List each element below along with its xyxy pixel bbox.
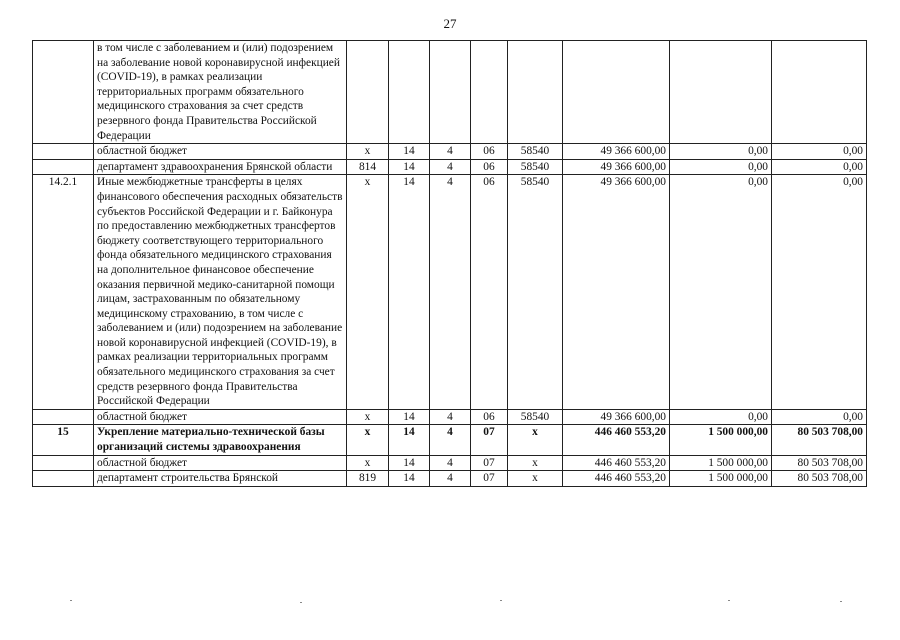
target-item-cell: 06 xyxy=(471,159,508,175)
amount-year3-cell: 0,00 xyxy=(772,159,867,175)
amount-year3-cell: 0,00 xyxy=(772,175,867,410)
scan-speck xyxy=(728,600,730,601)
section-cell: 14 xyxy=(389,425,430,455)
code-cell xyxy=(33,409,94,425)
expense-code-cell: x xyxy=(508,471,563,487)
target-item-cell: 06 xyxy=(471,175,508,410)
grbs-cell xyxy=(347,41,389,144)
amount-year1-cell: 446 460 553,20 xyxy=(563,471,670,487)
budget-table xyxy=(32,40,867,487)
amount-year1-cell: 49 366 600,00 xyxy=(563,175,670,410)
table-row xyxy=(33,175,867,410)
code-cell xyxy=(33,159,94,175)
expense-code-cell: 58540 xyxy=(508,175,563,410)
description-cell: департамент здравоохранения Брянской области xyxy=(94,159,347,175)
expense-code-cell: 58540 xyxy=(508,159,563,175)
table-row xyxy=(33,409,867,425)
amount-year2-cell: 1 500 000,00 xyxy=(670,425,772,455)
amount-year2-cell xyxy=(670,41,772,144)
amount-year1-cell: 446 460 553,20 xyxy=(563,455,670,471)
table-row xyxy=(33,455,867,471)
subsection-cell: 4 xyxy=(430,425,471,455)
section-cell: 14 xyxy=(389,144,430,160)
target-item-cell: 07 xyxy=(471,425,508,455)
subsection-cell: 4 xyxy=(430,455,471,471)
description-cell: Иные межбюджетные трансферты в целях финансового обеспечения расходных обязательств субъектов Российской Федерации и г. Байконура по предоставлению межбюджетных трансфертов бюджету соответствующего территориального фонда обязательного медицинского страхования на дополнительное финансовое обеспечение оказания первичной медико-санитарной помощи лицам, застрахованным по обязательному медицинскому страхованию, в том числе с заболеванием и (или) подозрением на заболевание новой коронавирусной инфекцией (COVID-19), в рамках реализации территориальных программ обязательного медицинского страхования за счет средств резервного фонда Правительства Российской Федерации xyxy=(94,175,347,410)
code-cell xyxy=(33,41,94,144)
grbs-cell: x xyxy=(347,425,389,455)
section-cell: 14 xyxy=(389,409,430,425)
subsection-cell: 4 xyxy=(430,409,471,425)
grbs-cell: 819 xyxy=(347,471,389,487)
scan-speck xyxy=(300,602,302,603)
code-cell: 15 xyxy=(33,425,94,455)
target-item-cell xyxy=(471,41,508,144)
description-cell: в том числе с заболеванием и (или) подозрением на заболевание новой коронавирусной инфекцией (COVID-19), в рамках реализации территориальных программ обязательного медицинского страхования за счет средств резервного фонда Правительства Российской Федерации xyxy=(94,41,347,144)
table-row xyxy=(33,144,867,160)
code-cell xyxy=(33,144,94,160)
amount-year2-cell: 0,00 xyxy=(670,144,772,160)
code-cell: 14.2.1 xyxy=(33,175,94,410)
amount-year1-cell: 446 460 553,20 xyxy=(563,425,670,455)
table-row xyxy=(33,159,867,175)
scan-speck xyxy=(500,600,502,601)
expense-code-cell: 58540 xyxy=(508,409,563,425)
amount-year2-cell: 1 500 000,00 xyxy=(670,471,772,487)
amount-year3-cell: 80 503 708,00 xyxy=(772,455,867,471)
amount-year1-cell: 49 366 600,00 xyxy=(563,409,670,425)
target-item-cell: 07 xyxy=(471,471,508,487)
grbs-cell: x xyxy=(347,144,389,160)
amount-year2-cell: 0,00 xyxy=(670,409,772,425)
code-cell xyxy=(33,455,94,471)
subsection-cell: 4 xyxy=(430,175,471,410)
section-cell: 14 xyxy=(389,175,430,410)
grbs-cell: x xyxy=(347,455,389,471)
section-cell xyxy=(389,41,430,144)
amount-year2-cell: 1 500 000,00 xyxy=(670,455,772,471)
subsection-cell: 4 xyxy=(430,159,471,175)
amount-year3-cell: 0,00 xyxy=(772,144,867,160)
table-row xyxy=(33,41,867,144)
expense-code-cell xyxy=(508,41,563,144)
section-cell: 14 xyxy=(389,471,430,487)
target-item-cell: 06 xyxy=(471,409,508,425)
amount-year2-cell: 0,00 xyxy=(670,175,772,410)
amount-year3-cell: 80 503 708,00 xyxy=(772,471,867,487)
description-cell: областной бюджет xyxy=(94,455,347,471)
table-row xyxy=(33,425,867,455)
table-row xyxy=(33,471,867,487)
expense-code-cell: x xyxy=(508,455,563,471)
page-number: 27 xyxy=(443,16,457,31)
amount-year3-cell: 0,00 xyxy=(772,409,867,425)
description-cell: областной бюджет xyxy=(94,409,347,425)
description-cell: департамент строительства Брянской xyxy=(94,471,347,487)
amount-year1-cell: 49 366 600,00 xyxy=(563,159,670,175)
description-cell: областной бюджет xyxy=(94,144,347,160)
amount-year1-cell: 49 366 600,00 xyxy=(563,144,670,160)
section-cell: 14 xyxy=(389,455,430,471)
description-cell: Укрепление материально-технической базы организаций системы здравоохранения xyxy=(94,425,347,455)
scan-speck xyxy=(70,600,72,601)
section-cell: 14 xyxy=(389,159,430,175)
amount-year3-cell xyxy=(772,41,867,144)
target-item-cell: 07 xyxy=(471,455,508,471)
grbs-cell: 814 xyxy=(347,159,389,175)
scan-speck xyxy=(840,601,842,602)
subsection-cell: 4 xyxy=(430,471,471,487)
grbs-cell: x xyxy=(347,175,389,410)
amount-year2-cell: 0,00 xyxy=(670,159,772,175)
expense-code-cell: 58540 xyxy=(508,144,563,160)
code-cell xyxy=(33,471,94,487)
expense-code-cell: x xyxy=(508,425,563,455)
grbs-cell: x xyxy=(347,409,389,425)
amount-year1-cell xyxy=(563,41,670,144)
subsection-cell: 4 xyxy=(430,144,471,160)
amount-year3-cell: 80 503 708,00 xyxy=(772,425,867,455)
target-item-cell: 06 xyxy=(471,144,508,160)
subsection-cell xyxy=(430,41,471,144)
